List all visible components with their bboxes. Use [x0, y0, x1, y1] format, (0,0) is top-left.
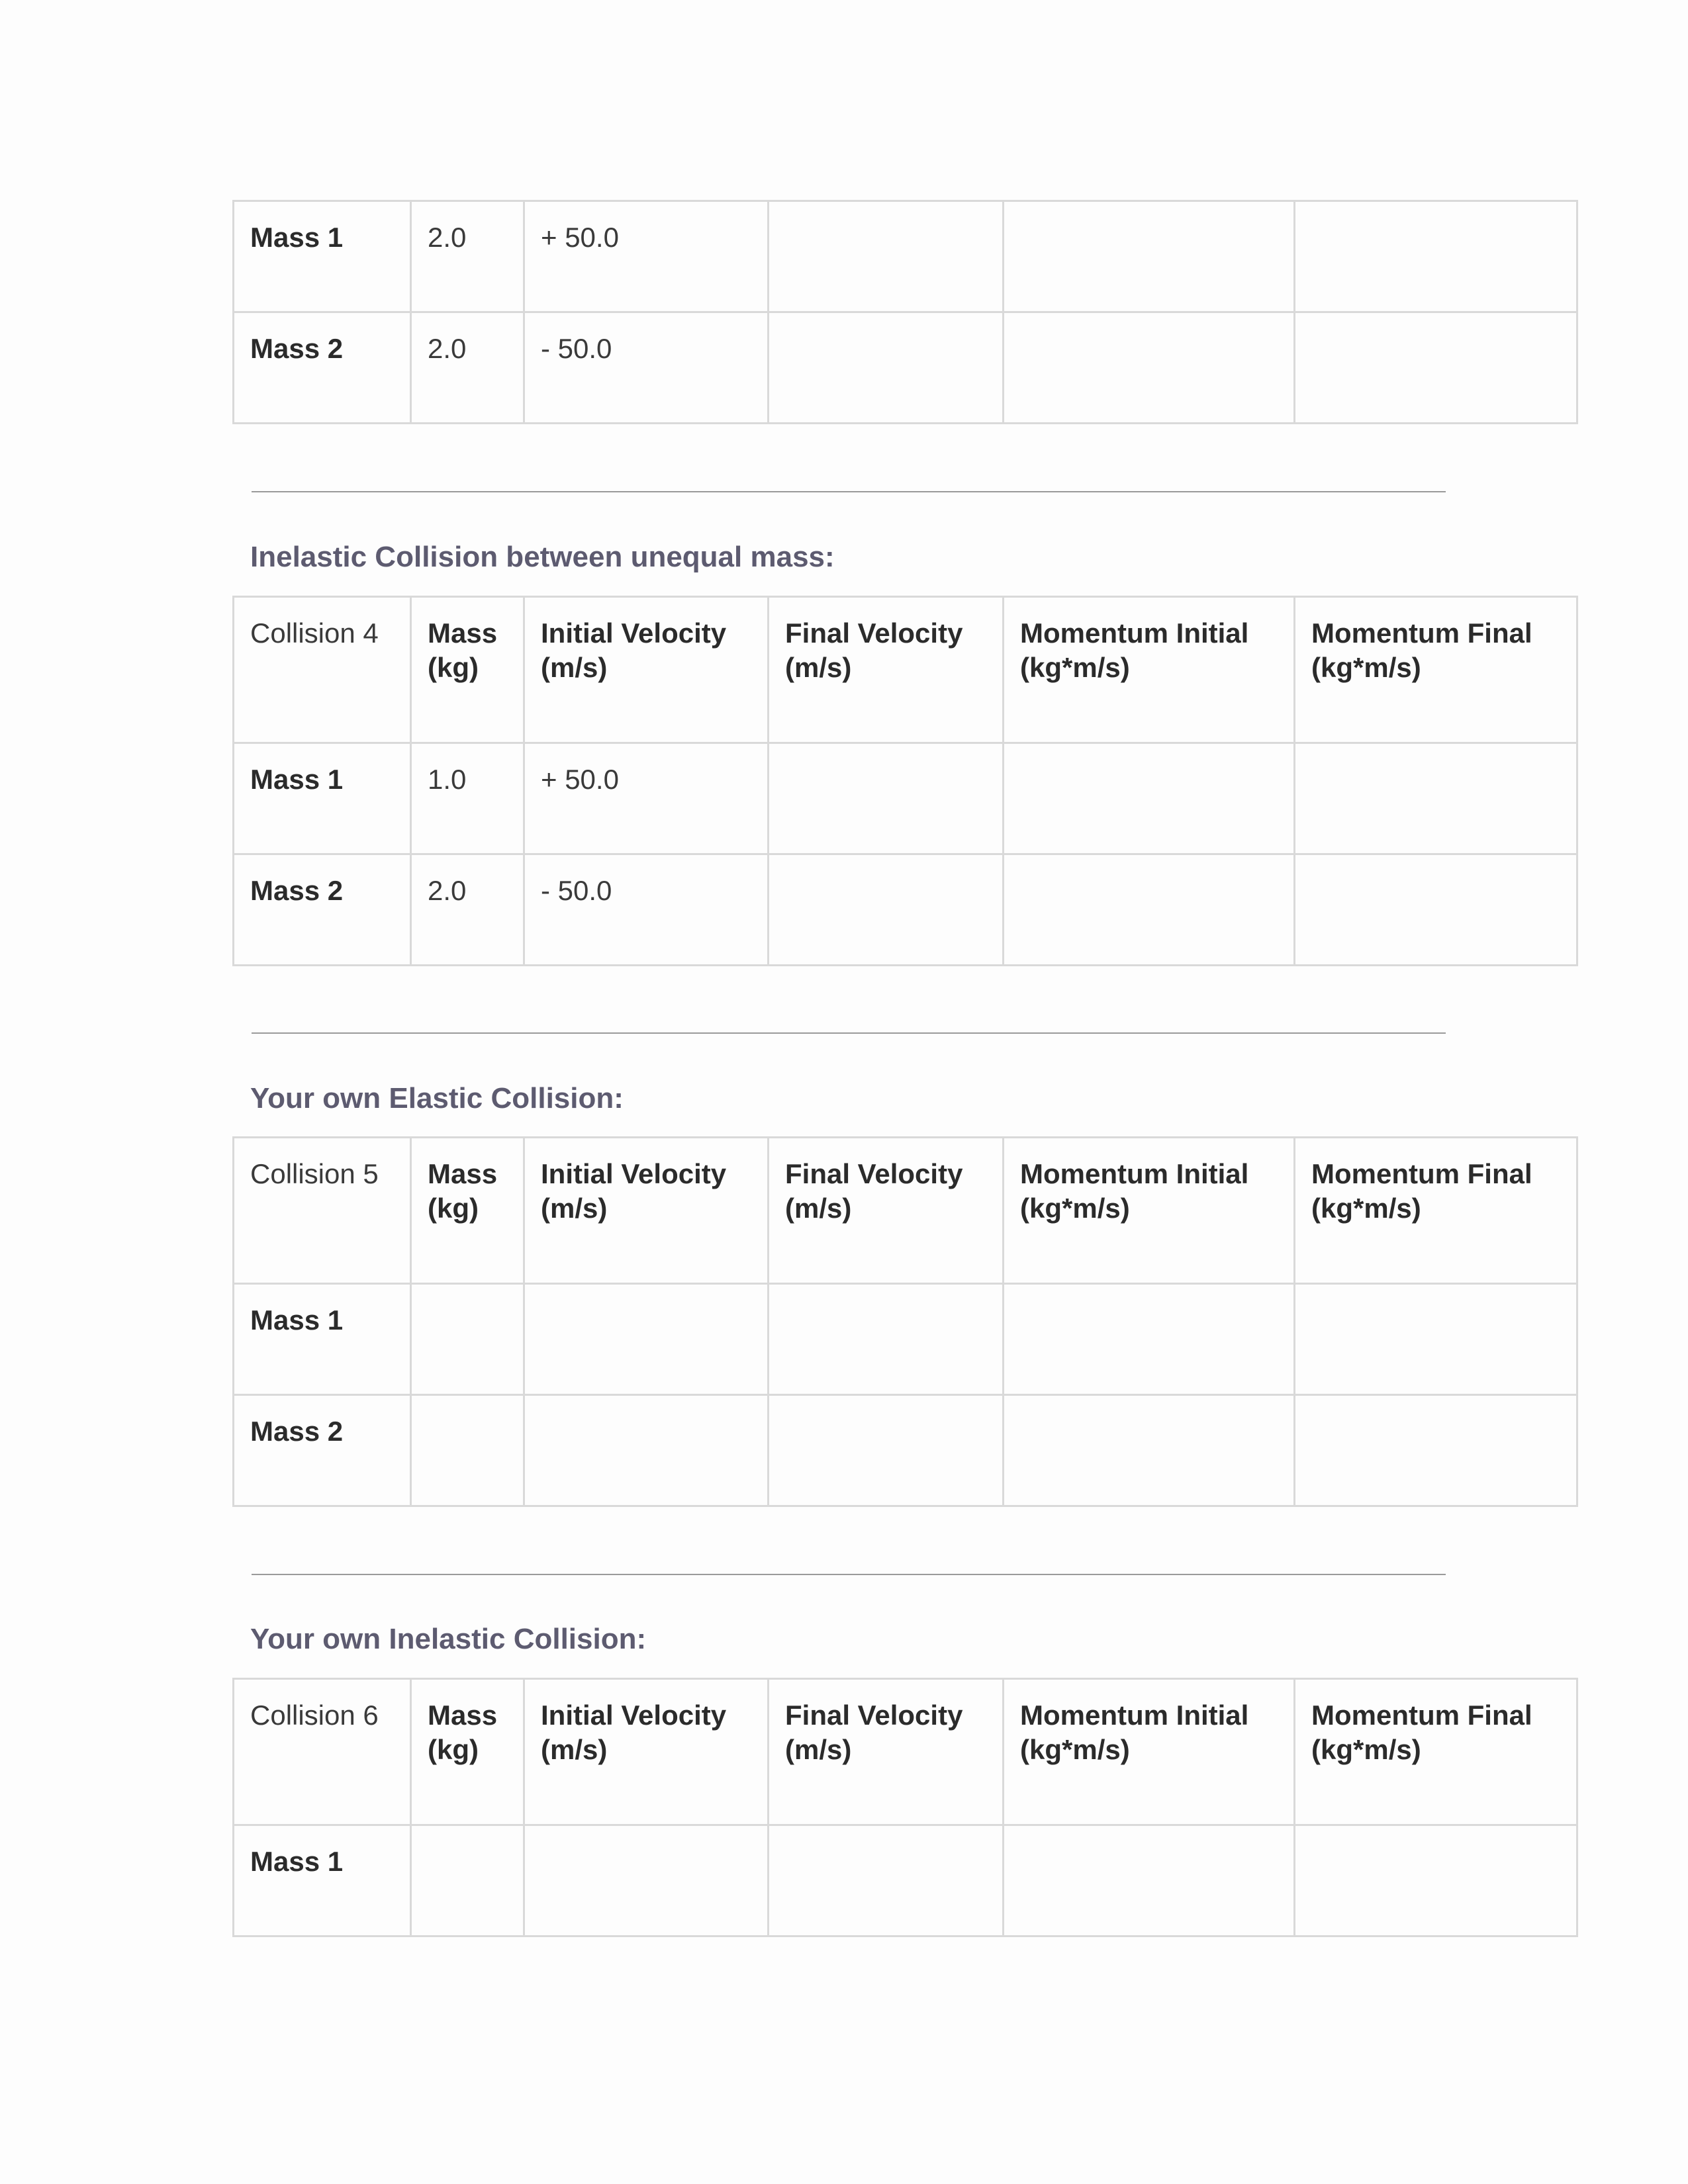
initial-velocity-cell: + 50.0 — [524, 201, 769, 312]
row-label-mass-1: Mass 1 — [234, 1825, 411, 1936]
table-header-row — [234, 1138, 1577, 1284]
collision-6-table — [232, 1678, 1578, 1937]
row-label-mass-1: Mass 1 — [234, 743, 411, 854]
table-row — [234, 201, 1577, 312]
section-divider — [252, 1032, 1446, 1034]
momentum-final-input-cell[interactable] — [1295, 1284, 1577, 1395]
column-header-momentum-initial: Momentum Initial (kg*m/s) — [1004, 1679, 1295, 1825]
momentum-initial-input-cell[interactable] — [1004, 854, 1295, 966]
column-header-initial-velocity: Initial Velocity (m/s) — [524, 1679, 769, 1825]
column-header-mass: Mass (kg) — [411, 597, 524, 743]
mass-input-cell[interactable] — [411, 1825, 524, 1936]
column-header-final-velocity: Final Velocity (m/s) — [769, 1138, 1004, 1284]
table-row — [234, 1395, 1577, 1506]
table-header-row — [234, 597, 1577, 743]
section-divider — [252, 491, 1446, 492]
final-velocity-input-cell[interactable] — [769, 1395, 1004, 1506]
row-label-mass-2: Mass 2 — [234, 312, 411, 424]
mass-value-cell: 1.0 — [411, 743, 524, 854]
collision-label: Collision 5 — [234, 1138, 411, 1284]
table-row — [234, 1825, 1577, 1936]
table-row — [234, 312, 1577, 424]
section-title-own-elastic: Your own Elastic Collision: — [250, 1082, 624, 1115]
table-header-row — [234, 1679, 1577, 1825]
collision-3-table — [232, 200, 1578, 424]
collision-label: Collision 6 — [234, 1679, 411, 1825]
momentum-initial-input-cell[interactable] — [1004, 1284, 1295, 1395]
initial-velocity-input-cell[interactable] — [524, 1395, 769, 1506]
final-velocity-input-cell[interactable] — [769, 201, 1004, 312]
mass-value-cell: 2.0 — [411, 854, 524, 966]
section-divider — [252, 1574, 1446, 1575]
column-header-initial-velocity: Initial Velocity (m/s) — [524, 597, 769, 743]
table-row — [234, 854, 1577, 966]
momentum-initial-input-cell[interactable] — [1004, 201, 1295, 312]
table-row — [234, 743, 1577, 854]
initial-velocity-cell: - 50.0 — [524, 854, 769, 966]
momentum-initial-input-cell[interactable] — [1004, 1825, 1295, 1936]
column-header-mass: Mass (kg) — [411, 1138, 524, 1284]
column-header-momentum-initial: Momentum Initial (kg*m/s) — [1004, 1138, 1295, 1284]
row-label-mass-1: Mass 1 — [234, 201, 411, 312]
column-header-momentum-final: Momentum Final (kg*m/s) — [1295, 1138, 1577, 1284]
initial-velocity-input-cell[interactable] — [524, 1825, 769, 1936]
initial-velocity-input-cell[interactable] — [524, 1284, 769, 1395]
column-header-mass: Mass (kg) — [411, 1679, 524, 1825]
collision-4-table — [232, 596, 1578, 966]
momentum-final-input-cell[interactable] — [1295, 743, 1577, 854]
column-header-final-velocity: Final Velocity (m/s) — [769, 597, 1004, 743]
momentum-final-input-cell[interactable] — [1295, 1395, 1577, 1506]
momentum-final-input-cell[interactable] — [1295, 312, 1577, 424]
collision-5-table — [232, 1136, 1578, 1507]
column-header-momentum-final: Momentum Final (kg*m/s) — [1295, 597, 1577, 743]
momentum-final-input-cell[interactable] — [1295, 1825, 1577, 1936]
row-label-mass-1: Mass 1 — [234, 1284, 411, 1395]
final-velocity-input-cell[interactable] — [769, 1284, 1004, 1395]
row-label-mass-2: Mass 2 — [234, 1395, 411, 1506]
table-row — [234, 1284, 1577, 1395]
momentum-final-input-cell[interactable] — [1295, 854, 1577, 966]
momentum-final-input-cell[interactable] — [1295, 201, 1577, 312]
momentum-initial-input-cell[interactable] — [1004, 312, 1295, 424]
section-title-inelastic-unequal: Inelastic Collision between unequal mass: — [250, 541, 835, 573]
final-velocity-input-cell[interactable] — [769, 743, 1004, 854]
initial-velocity-cell: - 50.0 — [524, 312, 769, 424]
collision-label: Collision 4 — [234, 597, 411, 743]
column-header-final-velocity: Final Velocity (m/s) — [769, 1679, 1004, 1825]
mass-value-cell: 2.0 — [411, 312, 524, 424]
momentum-initial-input-cell[interactable] — [1004, 1395, 1295, 1506]
mass-input-cell[interactable] — [411, 1395, 524, 1506]
final-velocity-input-cell[interactable] — [769, 312, 1004, 424]
column-header-momentum-initial: Momentum Initial (kg*m/s) — [1004, 597, 1295, 743]
final-velocity-input-cell[interactable] — [769, 854, 1004, 966]
row-label-mass-2: Mass 2 — [234, 854, 411, 966]
momentum-initial-input-cell[interactable] — [1004, 743, 1295, 854]
section-title-own-inelastic: Your own Inelastic Collision: — [250, 1623, 647, 1655]
column-header-initial-velocity: Initial Velocity (m/s) — [524, 1138, 769, 1284]
mass-value-cell: 2.0 — [411, 201, 524, 312]
final-velocity-input-cell[interactable] — [769, 1825, 1004, 1936]
initial-velocity-cell: + 50.0 — [524, 743, 769, 854]
column-header-momentum-final: Momentum Final (kg*m/s) — [1295, 1679, 1577, 1825]
mass-input-cell[interactable] — [411, 1284, 524, 1395]
